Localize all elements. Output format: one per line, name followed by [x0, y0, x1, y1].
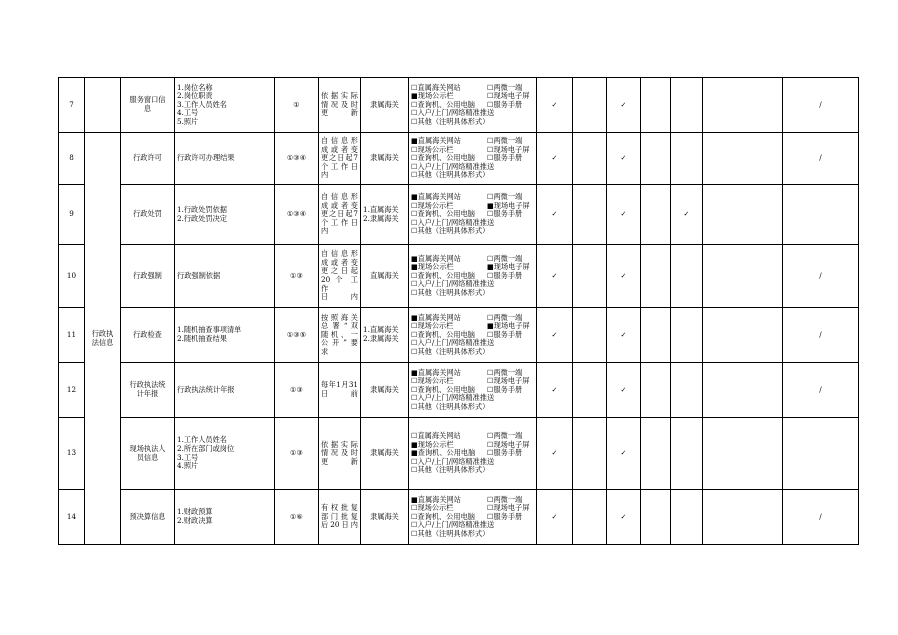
- content-list-line: 1.财政预算: [177, 507, 213, 517]
- channel-option: ■现场电子屏: [487, 200, 530, 210]
- content-list-line: 2.所在部门或岗位: [177, 443, 235, 453]
- item-name: 预决算信息: [121, 490, 175, 545]
- disclosure-time-line: 成 或 者 变: [321, 257, 358, 267]
- channel-option: ☐查询机、公用电脑: [411, 270, 475, 280]
- content-list-line: 行政强制依据: [177, 270, 221, 280]
- disclosure-time-line: 成 或 者 变: [321, 144, 358, 154]
- check-mark-3: ✓: [607, 78, 641, 133]
- channel-option: ☐其他（注明具体形式）: [411, 346, 490, 356]
- check-mark-4: [641, 418, 671, 490]
- channel-option: ☐现场公示栏: [411, 144, 454, 154]
- content-list-line: 2.行政处罚决定: [177, 213, 227, 223]
- check-mark-3: ✓: [607, 308, 641, 363]
- content-list-line: 1.随机抽查事项清单: [177, 325, 242, 335]
- disclosure-time: [319, 308, 361, 363]
- channel-option: ☐服务手册: [487, 384, 523, 394]
- row-number: 9: [59, 185, 85, 245]
- channel-option: ☐现场电子屏: [487, 144, 530, 154]
- check-mark-6: [703, 418, 783, 490]
- channel-option: ☐现场公示栏: [411, 503, 454, 513]
- item-name: 现场执法人员信息: [121, 418, 175, 490]
- channel-option: ☐其他（注明具体形式）: [411, 287, 490, 297]
- check-mark-1: ✓: [537, 418, 573, 490]
- disclosure-time-line: 个 工 作 日: [321, 161, 358, 171]
- disclosure-time-line: 情 况 及 时: [321, 99, 358, 109]
- row-number: 8: [59, 133, 85, 185]
- channel-option: ■现场公示栏: [411, 439, 454, 449]
- content-list: [175, 185, 275, 245]
- channel-option: ■现场公示栏: [411, 91, 454, 101]
- disclosure-channels: [409, 490, 537, 545]
- disclosure-channels: [409, 363, 537, 418]
- disclosure-time: [319, 78, 361, 133]
- channel-option: ☐服务手册: [487, 99, 523, 109]
- disclosure-time-line: 更之日起7: [321, 153, 358, 163]
- row-number: 11: [59, 308, 85, 363]
- channel-option: ☐其他（注明具体形式）: [411, 170, 490, 180]
- channel-option: ☐直属海关网站: [411, 431, 461, 441]
- disclosure-subject-line: 隶属海关: [370, 511, 399, 521]
- check-mark-5: [671, 363, 703, 418]
- channel-option: ☐入户/上门/网络精准推送: [411, 108, 495, 118]
- table-row: [59, 363, 859, 418]
- disclosure-channels: [409, 308, 537, 363]
- check-mark-1: ✓: [537, 185, 573, 245]
- disclosure-time-line: 更新: [321, 108, 358, 118]
- check-mark-4: [641, 185, 671, 245]
- channel-option: ☐其他（注明具体形式）: [411, 528, 490, 538]
- channel-option: ☐服务手册: [487, 329, 523, 339]
- row-number: 7: [59, 78, 85, 133]
- channel-option: ☐两微一端: [487, 253, 523, 263]
- disclosure-subject: [361, 308, 409, 363]
- check-mark-2: [573, 133, 607, 185]
- channel-option: ☐两微一端: [487, 367, 523, 377]
- disclosure-time-line: 求: [321, 346, 329, 356]
- disclosure-time-line: 20 个 工 作: [321, 275, 358, 293]
- check-mark-5: [671, 490, 703, 545]
- content-list: [175, 133, 275, 185]
- check-mark-6: [703, 490, 783, 545]
- check-mark-4: [641, 245, 671, 308]
- channel-option: ☐查询机、公用电脑: [411, 99, 475, 109]
- disclosure-time-line: 自 信 息 形: [321, 192, 358, 202]
- remark-slash: /: [783, 308, 859, 363]
- item-name: 服务窗口信息: [121, 78, 175, 133]
- channel-option: ☐两微一端: [487, 82, 523, 92]
- content-list-line: 5.照片: [177, 116, 199, 126]
- disclosure-time-line: 按 照 海 关: [321, 312, 358, 322]
- channel-option: ■直属海关网站: [411, 253, 461, 263]
- check-mark-3: ✓: [607, 133, 641, 185]
- channel-option: ☐两微一端: [487, 312, 523, 322]
- disclosure-time-line: 总 署 “ 双: [321, 321, 358, 331]
- disclosure-subject-line: 隶属海关: [370, 153, 399, 163]
- channel-option: ☐其他（注明具体形式）: [411, 116, 490, 126]
- legal-basis: ①⑥: [275, 490, 319, 545]
- channel-option: ■直属海关网站: [411, 136, 461, 146]
- category-cell: [85, 78, 121, 133]
- remark-slash: [783, 185, 859, 245]
- disclosure-subject: [361, 185, 409, 245]
- disclosure-subject: [361, 490, 409, 545]
- channel-option: ☐查询机、公用电脑: [411, 209, 475, 219]
- disclosure-subject: [361, 78, 409, 133]
- disclosure-time-line: 日前: [321, 389, 358, 398]
- channel-option: ☐服务手册: [487, 511, 523, 521]
- legal-basis: ①: [275, 78, 319, 133]
- channel-option: ☐入户/上门/网络精准推送: [411, 456, 495, 466]
- check-mark-4: [641, 490, 671, 545]
- disclosure-subject-line: 隶属海关: [370, 99, 399, 109]
- channel-option: ■直属海关网站: [411, 192, 461, 202]
- disclosure-subject-line: 隶属海关: [370, 384, 399, 394]
- channel-option: ■查询机、公用电脑: [411, 448, 476, 458]
- disclosure-channels: [409, 245, 537, 308]
- disclosure-time-line: 部 门 批 复: [321, 511, 358, 521]
- channel-option: ☐现场电子屏: [487, 439, 530, 449]
- disclosure-time-line: 成 或 者 变: [321, 200, 358, 210]
- disclosure-time-line: 公开”要: [321, 338, 358, 348]
- channel-option: ☐其他（注明具体形式）: [411, 465, 490, 475]
- table-row: [59, 490, 859, 545]
- channel-option: ☐入户/上门/网络精准推送: [411, 393, 495, 403]
- table-row: [59, 185, 859, 245]
- check-mark-5: [671, 308, 703, 363]
- channel-option: ☐两微一端: [487, 192, 523, 202]
- table-row: [59, 418, 859, 490]
- content-list-line: 1.岗位名称: [177, 82, 213, 92]
- disclosure-time: [319, 133, 361, 185]
- disclosure-subject-line: 2.隶属海关: [363, 213, 399, 223]
- channel-option: ■直属海关网站: [411, 367, 461, 377]
- disclosure-channels: [409, 78, 537, 133]
- content-list: [175, 363, 275, 418]
- check-mark-5: ✓: [671, 185, 703, 245]
- item-name: 行政检查: [121, 308, 175, 363]
- check-mark-5: [671, 418, 703, 490]
- check-mark-1: ✓: [537, 78, 573, 133]
- check-mark-4: [641, 133, 671, 185]
- check-mark-5: [671, 78, 703, 133]
- check-mark-3: ✓: [607, 185, 641, 245]
- table-row: [59, 308, 859, 363]
- content-list-line: 2.财政决算: [177, 516, 213, 525]
- channel-option: ☐入户/上门/网络精准推送: [411, 161, 495, 171]
- disclosure-subject-line: 1.直属海关: [363, 325, 399, 335]
- disclosure-time-line: 更之日起7: [321, 209, 358, 219]
- check-mark-4: [641, 78, 671, 133]
- disclosure-time-line: 内: [321, 170, 329, 180]
- disclosure-time-line: 日内: [321, 292, 358, 302]
- channel-option: ☐两微一端: [487, 494, 523, 504]
- item-name: 行政强制: [121, 245, 175, 308]
- disclosure-subject-line: 1.直属海关: [363, 204, 399, 214]
- remark-slash: /: [783, 133, 859, 185]
- channel-option: ☐查询机、公用电脑: [411, 511, 475, 521]
- channel-option: ☐现场公示栏: [411, 200, 454, 210]
- channel-option: ■直属海关网站: [411, 494, 461, 504]
- channel-option: ☐服务手册: [487, 153, 523, 163]
- content-list-line: 1.工作人员姓名: [177, 435, 227, 445]
- check-mark-3: ✓: [607, 363, 641, 418]
- legal-basis: ①③④: [275, 133, 319, 185]
- disclosure-subject-line: 2.隶属海关: [363, 334, 399, 343]
- channel-option: ☐现场电子屏: [487, 376, 530, 386]
- channel-option: ☐服务手册: [487, 270, 523, 280]
- check-mark-2: [573, 245, 607, 308]
- disclosure-time-line: 更新: [321, 456, 358, 466]
- item-name: 行政执法统计年报: [121, 363, 175, 418]
- check-mark-4: [641, 363, 671, 418]
- row-number: 13: [59, 418, 85, 490]
- channel-option: ☐入户/上门/网络精准推送: [411, 217, 495, 227]
- check-mark-1: ✓: [537, 363, 573, 418]
- table-row: [59, 245, 859, 308]
- disclosure-subject-line: 隶属海关: [370, 448, 399, 458]
- disclosure-time-line: 自 信 息 形: [321, 249, 358, 259]
- remark-slash: /: [783, 363, 859, 418]
- channel-option: ☐查询机、公用电脑: [411, 384, 475, 394]
- channel-option: ☐入户/上门/网络精准推送: [411, 279, 495, 289]
- check-mark-6: [703, 185, 783, 245]
- table-row: [59, 78, 859, 133]
- check-mark-5: [671, 133, 703, 185]
- disclosure-time-line: 自 信 息 形: [321, 136, 358, 146]
- disclosure-time-line: 个 工 作 日: [321, 217, 358, 227]
- check-mark-3: ✓: [607, 418, 641, 490]
- content-list-line: 4.工号: [177, 108, 199, 118]
- disclosure-subject: [361, 418, 409, 490]
- channel-option: ■直属海关网站: [411, 312, 461, 322]
- check-mark-1: ✓: [537, 490, 573, 545]
- disclosure-subject-line: 直属海关: [370, 270, 399, 280]
- disclosure-time: [319, 245, 361, 308]
- channel-option: ■现场电子屏: [487, 262, 530, 272]
- check-mark-2: [573, 363, 607, 418]
- check-mark-5: [671, 245, 703, 308]
- channel-option: ☐服务手册: [487, 209, 523, 219]
- check-mark-6: [703, 308, 783, 363]
- content-list: [175, 490, 275, 545]
- disclosure-table: [58, 77, 859, 545]
- disclosure-subject: [361, 245, 409, 308]
- disclosure-time-line: 情 况 及 时: [321, 448, 358, 458]
- row-number: 14: [59, 490, 85, 545]
- check-mark-6: [703, 245, 783, 308]
- disclosure-time-line: 随机、一: [321, 329, 358, 339]
- content-list-line: 4.照片: [177, 461, 199, 471]
- disclosure-time-line: 依 据 实 际: [321, 91, 358, 101]
- check-mark-2: [573, 185, 607, 245]
- disclosure-time: [319, 490, 361, 545]
- disclosure-time: [319, 418, 361, 490]
- channel-option: ☐两微一端: [487, 136, 523, 146]
- content-list-line: 2.随机抽查结果: [177, 334, 227, 343]
- content-list-line: 行政许可办理结果: [177, 153, 235, 163]
- row-number: 10: [59, 245, 85, 308]
- check-mark-2: [573, 418, 607, 490]
- disclosure-channels: [409, 185, 537, 245]
- channel-option: ■现场公示栏: [411, 262, 454, 272]
- channel-option: ☐直属海关网站: [411, 82, 461, 92]
- disclosure-time-line: 后20日内: [321, 520, 358, 530]
- disclosure-time: [319, 363, 361, 418]
- content-list-line: 2.岗位职责: [177, 91, 213, 101]
- check-mark-3: ✓: [607, 245, 641, 308]
- item-name: 行政许可: [121, 133, 175, 185]
- content-list-line: 行政执法统计年报: [177, 384, 235, 394]
- check-mark-4: [641, 308, 671, 363]
- channel-option: ☐入户/上门/网络精准推送: [411, 338, 495, 348]
- channel-option: ■现场电子屏: [487, 321, 530, 331]
- content-list-line: 3.工作人员姓名: [177, 99, 227, 109]
- remark-slash: /: [783, 490, 859, 545]
- legal-basis: ①③⑤: [275, 308, 319, 363]
- channel-option: ☐现场公示栏: [411, 376, 454, 386]
- disclosure-time-line: 更 之 日 起: [321, 266, 358, 276]
- check-mark-6: [703, 78, 783, 133]
- channel-option: ☐查询机、公用电脑: [411, 153, 475, 163]
- row-number: 12: [59, 363, 85, 418]
- check-mark-2: [573, 308, 607, 363]
- content-list: [175, 308, 275, 363]
- content-list: [175, 418, 275, 490]
- disclosure-time-line: 依 据 实 际: [321, 439, 358, 449]
- legal-basis: ①③④: [275, 185, 319, 245]
- remark-slash: [783, 418, 859, 490]
- check-mark-1: ✓: [537, 308, 573, 363]
- table-row: [59, 133, 859, 185]
- check-mark-6: [703, 133, 783, 185]
- disclosure-subject: [361, 363, 409, 418]
- disclosure-time-line: 每年1月31: [321, 380, 358, 390]
- channel-option: ☐现场电子屏: [487, 91, 530, 101]
- remark-slash: /: [783, 245, 859, 308]
- category-cell-merged: 行政执法信息: [85, 133, 121, 545]
- channel-option: ☐查询机、公用电脑: [411, 329, 475, 339]
- channel-option: ☐服务手册: [487, 448, 523, 458]
- check-mark-6: [703, 363, 783, 418]
- content-list-line: 3.工号: [177, 452, 199, 462]
- item-name: 行政处罚: [121, 185, 175, 245]
- channel-option: ☐其他（注明具体形式）: [411, 401, 490, 411]
- channel-option: ☐两微一端: [487, 431, 523, 441]
- check-mark-2: [573, 78, 607, 133]
- disclosure-subject: [361, 133, 409, 185]
- table-body: [59, 78, 859, 545]
- channel-option: ☐入户/上门/网络精准推送: [411, 520, 495, 530]
- disclosure-time-line: 内: [321, 226, 329, 236]
- disclosure-time-line: 有 权 批 复: [321, 503, 358, 513]
- disclosure-channels: [409, 418, 537, 490]
- channel-option: ☐现场公示栏: [411, 321, 454, 331]
- legal-basis: ①③: [275, 245, 319, 308]
- legal-basis: ①③: [275, 363, 319, 418]
- check-mark-1: ✓: [537, 133, 573, 185]
- disclosure-time: [319, 185, 361, 245]
- legal-basis: ①③: [275, 418, 319, 490]
- content-list: [175, 245, 275, 308]
- check-mark-3: ✓: [607, 490, 641, 545]
- check-mark-1: ✓: [537, 245, 573, 308]
- remark-slash: /: [783, 78, 859, 133]
- content-list-line: 1.行政处罚依据: [177, 204, 227, 214]
- disclosure-channels: [409, 133, 537, 185]
- check-mark-2: [573, 490, 607, 545]
- channel-option: ☐其他（注明具体形式）: [411, 226, 490, 236]
- channel-option: ☐现场电子屏: [487, 503, 530, 513]
- content-list: [175, 78, 275, 133]
